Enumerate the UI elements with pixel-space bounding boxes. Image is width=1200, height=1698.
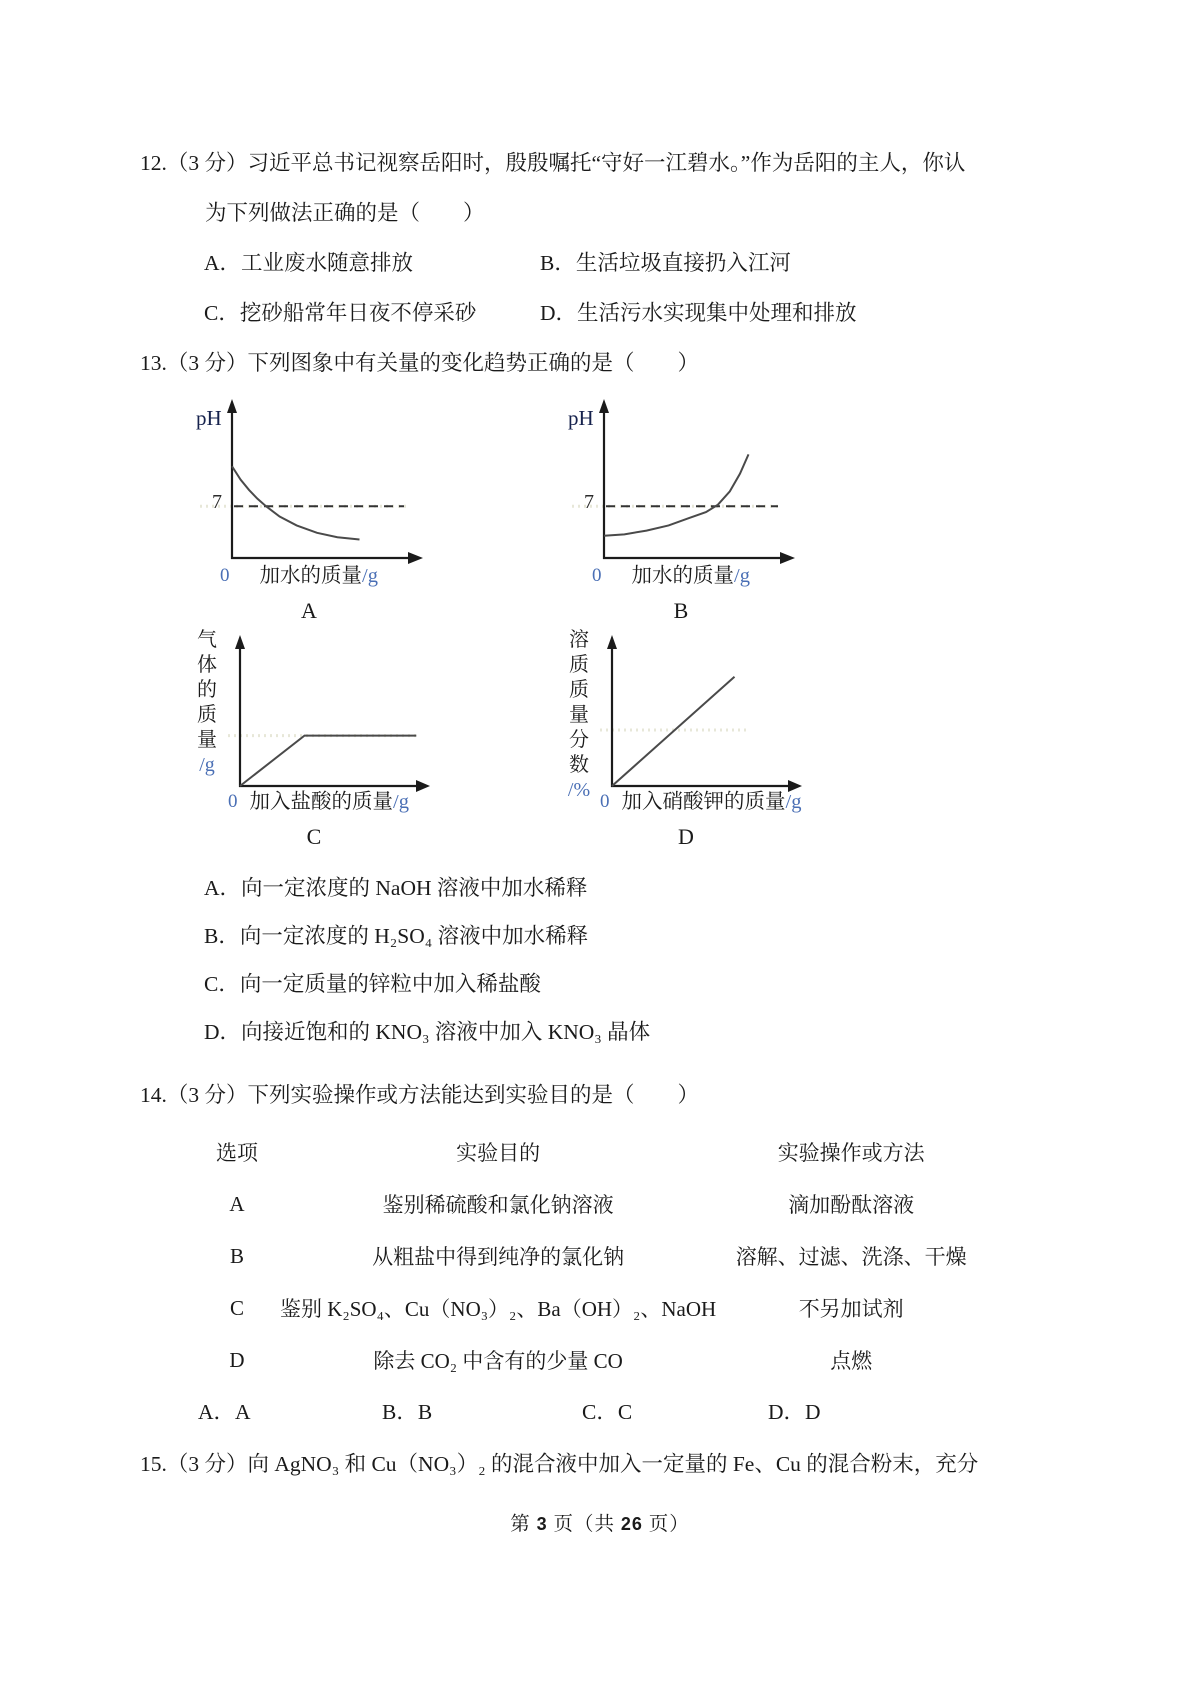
q13-option-c: C．向一定质量的锌粒中加入稀盐酸 (204, 972, 541, 996)
graph-c (194, 629, 566, 852)
graph-a-x-unit: /g (362, 565, 378, 587)
graph-a (194, 398, 566, 626)
graph-a-y-label: pH (196, 406, 222, 430)
graph-a-x-label: 0 加水的质量/g (194, 562, 424, 590)
q13-option-d: D．向接近饱和的 KNO₃ 溶液中加入 KNO₃ 晶体 (204, 1020, 651, 1044)
graph-b-origin: 0 (592, 565, 602, 586)
q13-graphs (140, 398, 1060, 852)
graph-d-plot (598, 634, 828, 816)
graph-c-letter: C (306, 824, 322, 849)
question-14 (140, 1070, 1060, 1438)
q13-option-b: B．向一定浓度的 H₂SO₄ 溶液中加水稀释 (204, 924, 589, 948)
y-axis-arrow (235, 635, 245, 649)
graph-c-x-label: 0 加入盐酸的质量/g (226, 788, 456, 816)
table-row: B 从粗盐中得到纯净的氯化钠 溶解、过滤、洗涤、干燥 (229, 1243, 967, 1269)
q14-stem: 14.（3 分）下列实验操作或方法能达到实验目的是（ ） (140, 1083, 700, 1107)
graph-c-y-unit: /g (199, 754, 215, 776)
footer-total-pages: 26 (620, 1514, 643, 1534)
graph-d-axes (598, 634, 803, 802)
question-15 (140, 1438, 1060, 1490)
ph-increasing-curve (604, 454, 749, 535)
q12-option-d: D．生活污水实现集中处理和排放 (540, 301, 857, 325)
q14-options (140, 1386, 1060, 1438)
q13-stem: 13.（3 分）下列图象中有关量的变化趋势正确的是（ ） (140, 351, 700, 375)
graph-b-axes (566, 398, 796, 576)
graph-b-y-label: pH (568, 406, 594, 430)
ph-decreasing-curve (232, 466, 360, 539)
q14-option-d: D．D (768, 1400, 821, 1424)
q13-options (140, 864, 1060, 1056)
y-axis-arrow (599, 399, 609, 413)
graph-c-origin: 0 (228, 791, 238, 812)
footer-page-number: 3 (536, 1514, 548, 1534)
graph-a-ref-label: 7 (212, 491, 222, 513)
q14-option-b: B．B (382, 1400, 433, 1424)
graph-c-y-label: 气体的质量 /g (194, 628, 220, 816)
graph-c-axes (226, 634, 431, 802)
graph-b-plot (566, 398, 796, 590)
graph-a-letter: A (301, 598, 317, 623)
footer-prefix: 第 (510, 1514, 531, 1535)
q14-table (194, 1126, 986, 1386)
graph-c-x-unit: /g (393, 791, 409, 813)
graph-d (566, 629, 1060, 852)
graph-d-y-unit: /% (567, 779, 591, 801)
q12-option-b: B．生活垃圾直接扔入江河 (540, 251, 791, 275)
y-axis-arrow (607, 635, 617, 649)
graph-d-letter: D (678, 824, 694, 849)
q14-option-c: C．C (582, 1400, 633, 1424)
graph-b (566, 398, 1060, 626)
graph-b-x-unit: /g (734, 565, 750, 587)
graph-a-origin: 0 (220, 565, 230, 586)
graph-a-plot (194, 398, 424, 590)
q12-option-a: A．工业废水随意排放 (204, 251, 414, 275)
graph-d-y-label: 溶质质量分数 /% (567, 629, 591, 801)
graph-d-x-unit: /g (785, 791, 802, 813)
graph-d-x-label: 0 加入硝酸钾的质量/g (598, 788, 828, 816)
graph-c-plot (226, 634, 456, 816)
header-option: 选项 (216, 1141, 258, 1165)
page-footer (140, 1508, 1060, 1536)
graph-b-x-label: 0 加水的质量/g (566, 562, 796, 590)
q15-stem-line1: 15.（3 分）向 AgNO₃ 和 Cu（NO₃）₂ 的混合液中加入一定量的 Fe、Cu 的混合粉末，充分 (140, 1452, 979, 1476)
q12-stem-line1: 12.（3 分）习近平总书记视察岳阳时，殷殷嘱托“守好一江碧水。”作为岳阳的主人，你认 (140, 151, 966, 175)
q14-option-a: A．A (198, 1400, 251, 1424)
table-header-row (194, 1126, 986, 1178)
graph-a-axes (194, 398, 424, 576)
table-row: A 鉴别稀硫酸和氯化钠溶液 滴加酚酞溶液 (229, 1191, 915, 1217)
q12-option-c: C．挖砂船常年日夜不停采砂 (204, 301, 477, 325)
graph-d-origin: 0 (600, 791, 610, 812)
graph-b-letter: B (673, 598, 689, 623)
q13-option-a: A．向一定浓度的 NaOH 溶液中加水稀释 (204, 876, 588, 900)
header-purpose: 实验目的 (456, 1141, 541, 1165)
y-axis-arrow (227, 399, 237, 413)
q12-options (140, 238, 1060, 338)
gas-mass-curve (240, 736, 416, 786)
footer-mid: 页（共 (553, 1514, 615, 1535)
question-12 (140, 138, 1060, 338)
footer-suffix: 页） (648, 1514, 690, 1535)
header-method: 实验操作或方法 (777, 1141, 925, 1165)
table-row: D 除去 CO₂ 中含有的少量 CO 点燃 (229, 1347, 873, 1373)
table-row: C 鉴别 K₂SO₄、Cu（NO₃）₂、Ba（OH）₂、NaOH 不另加试剂 (229, 1295, 904, 1321)
q12-stem-line2: 为下列做法正确的是（ ） (205, 201, 485, 225)
question-13 (140, 338, 1060, 1056)
graph-b-ref-label: 7 (584, 491, 594, 513)
